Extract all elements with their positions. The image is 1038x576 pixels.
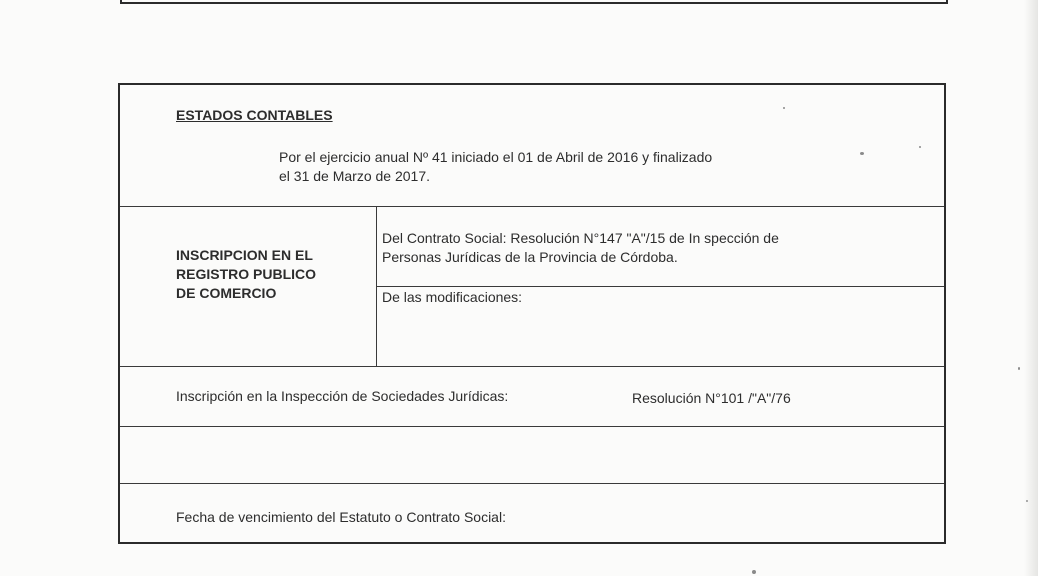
divider-registro-column bbox=[376, 206, 377, 366]
scan-edge-shadow bbox=[1024, 0, 1038, 576]
inspeccion-value: Resolución N°101 /"A"/76 bbox=[632, 390, 791, 406]
contrato-social-line-1: Del Contrato Social: Resolución N°147 "A"/15 de In spección de bbox=[382, 230, 779, 246]
modificaciones-label: De las modificaciones: bbox=[382, 289, 523, 305]
estados-contables-form bbox=[118, 83, 946, 544]
divider-vencimiento bbox=[120, 483, 944, 484]
vencimiento-label: Fecha de vencimiento del Estatuto o Contrato Social: bbox=[176, 509, 506, 525]
contrato-social-line-2: Personas Jurídicas de la Provincia de Córdoba. bbox=[382, 249, 678, 265]
registro-label-line-2: REGISTRO PUBLICO bbox=[176, 266, 317, 282]
top-box-frame bbox=[120, 0, 948, 4]
scan-speck bbox=[1018, 367, 1020, 370]
divider-registro bbox=[120, 206, 944, 207]
exercise-line-2: el 31 de Marzo de 2017. bbox=[279, 168, 430, 184]
divider-blank-row bbox=[120, 426, 944, 427]
inspeccion-label: Inscripción en la Inspección de Sociedades Jurídicas: bbox=[176, 388, 509, 404]
section-title: ESTADOS CONTABLES bbox=[176, 107, 333, 123]
scan-speck bbox=[919, 146, 921, 148]
exercise-line-1: Por el ejercicio anual Nº 41 iniciado el 01 de Abril de 2016 y finalizado bbox=[279, 149, 713, 165]
scan-speck bbox=[860, 152, 864, 155]
divider-inspeccion bbox=[120, 366, 944, 367]
scan-speck bbox=[783, 107, 785, 109]
scan-speck bbox=[752, 570, 756, 574]
registro-label-line-1: INSCRIPCION EN EL bbox=[176, 247, 313, 263]
registro-label-line-3: DE COMERCIO bbox=[176, 285, 277, 301]
